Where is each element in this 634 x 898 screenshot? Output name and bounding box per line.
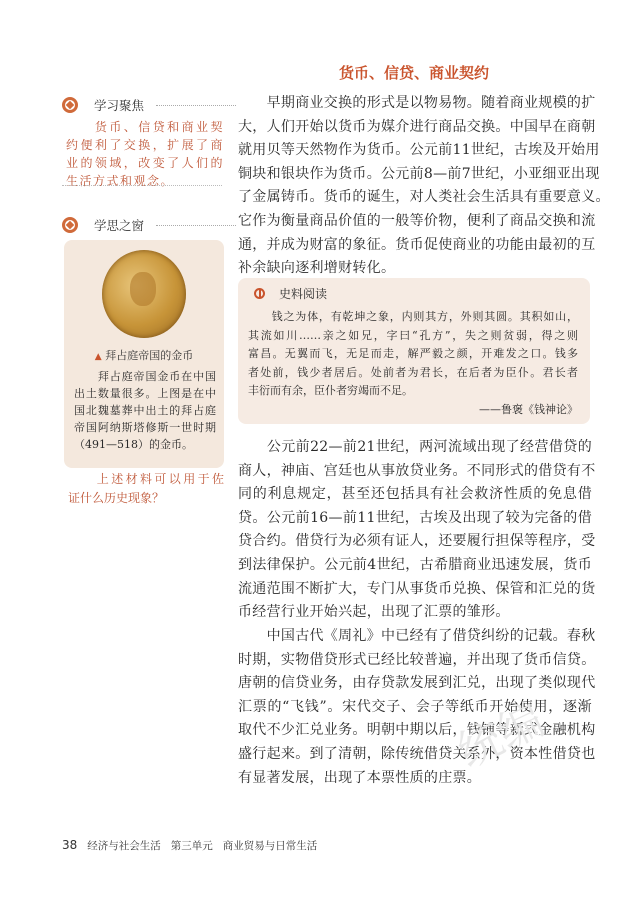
text-line: 了金属铸币。货币的诞生，对人类社会生活具有重要意义。	[238, 189, 610, 206]
text-line: 到法律保护。公元前4世纪，古希腊商业迅速发展，货币	[238, 556, 592, 573]
text-line: 补余缺向逐利增财转化。	[238, 260, 396, 277]
text-line: 大，人们开始以货币为媒介进行商品交换。中国早在商朝	[238, 118, 596, 135]
coin-description	[74, 368, 216, 453]
text-line: 铜块和银块作为货币。公元前8—前7世纪，小亚细亚出现	[238, 165, 600, 182]
text-line: 上述材料可以用于佐	[68, 472, 224, 486]
text-line: 中国古代《周礼》中已经有了借贷纠纷的记载。春秋	[238, 628, 596, 644]
text-line: 出土数量很多。上图是在中	[74, 387, 216, 400]
source-quote	[248, 308, 578, 419]
paragraph-credit-china	[238, 625, 596, 790]
text-line: 贷。公元前16—前11世纪，古埃及出现了较为完备的借	[238, 509, 592, 526]
text-line: 同的利息规定，甚至还包括具有社会救济性质的免息借	[238, 486, 592, 503]
text-line: 证什么历史现象？	[68, 491, 165, 505]
text-line: 钱之为体，有乾坤之象，内则其方，外则其圆。其积如山，	[248, 310, 578, 323]
question	[68, 470, 224, 508]
text-line: 其流如川……亲之如兄，字曰“孔方”，失之则贫弱，得之则	[248, 328, 578, 342]
text-line: 流通范围不断扩大，专门从事货币兑换、保管和汇兑的货	[238, 580, 596, 597]
text-line: 富昌。无翼而飞，无足而走，解严毅之颜，开难发之口。钱多	[248, 347, 578, 360]
text-line: 就用贝等天然物作为货币。公元前11世纪，古埃及开始用	[238, 142, 600, 159]
text-line: 拜占庭帝国金币在中国	[74, 370, 216, 383]
text-line: 生活方式和观念。	[66, 174, 175, 188]
text-line: 币经营行业开始兴起，出现了汇票的雏形。	[238, 604, 510, 621]
text-line: （491—518）的金币。	[74, 438, 193, 451]
quote-source: ——鲁褒《钱神论》	[479, 402, 578, 416]
text-line: 货币、信贷和商业契	[66, 120, 224, 134]
source-reading-box: 史料阅读 钱之为体，有乾坤之象，内则其方，外则其圆。其积如山， 其流如川……亲之如兄，字曰“孔方”，失之则贫弱，得之则 富昌。无翼而飞，无足而走，解严毅之颜，开难发之口。钱多 者处前，钱少者居后。处前者为君长，在后者为臣仆。君长者 丰衍而有余，臣仆者穷竭而不足。 ——鲁褒《钱神论》	[238, 278, 590, 424]
text-line: 丰衍而有余，臣仆者穷竭而不足。	[248, 384, 413, 397]
text-line: 贷合约。借贷行为必须有证人，还要履行担保等程序，受	[238, 533, 596, 550]
window-heading: 学思之窗	[62, 216, 236, 234]
coin-caption: ▲ 拜占庭帝国的金币	[94, 349, 194, 362]
text-line: 早期商业交换的形式是以物易物。随着商业规模的扩	[238, 95, 596, 111]
watermark: 统编	[450, 694, 552, 778]
page-number: 38	[62, 838, 78, 852]
text-line: 业的领域，改变了人们的	[66, 156, 224, 170]
reading-icon	[254, 288, 265, 299]
text-line: 盛行起来。到了清朝，除传统借贷关系外，资本性借贷也	[238, 745, 596, 762]
focus-text	[66, 118, 224, 190]
text-line: 通，并成为财富的象征。货币促使商业的功能由最初的互	[238, 236, 596, 253]
byzantine-coin-image	[102, 250, 186, 338]
page-footer: 38 经济与社会生活 第三单元 商业贸易与日常生活	[62, 838, 318, 852]
focus-icon	[62, 97, 78, 113]
text-line: 时期，实物借贷形式已经比较普遍，并出现了货币信贷。	[238, 651, 596, 668]
text-line: 有显著发展，出现了本票性质的庄票。	[238, 769, 482, 786]
text-line: 公元前22—前21世纪，两河流域出现了经营借贷的	[238, 439, 592, 455]
text-line: 唐朝的信贷业务，由存贷款发展到汇兑，出现了类似现代	[238, 675, 596, 692]
window-icon	[62, 217, 78, 233]
paragraph-money	[238, 92, 610, 281]
focus-heading: 学习聚焦	[62, 96, 236, 114]
paragraph-credit-world	[238, 436, 596, 625]
text-line: 商人，神庙、宫廷也从事放贷业务。不同形式的借贷有不	[238, 462, 596, 479]
text-line: 者处前，钱少者居后。处前者为君长，在后者为臣仆。君长者	[248, 365, 578, 379]
text-line: 它作为衡量商品价值的一般等价物，便利了商品交换和流	[238, 212, 596, 229]
text-line: 国北魏墓葬中出土的拜占庭	[74, 404, 216, 417]
page-title: 货币、信贷、商业契约	[338, 64, 489, 82]
coin-panel	[64, 240, 224, 468]
text-line: 取代不少汇兑业务。明朝中期以后，钱铺等新式金融机构	[238, 722, 596, 739]
text-line: 约便利了交换，扩展了商	[66, 138, 224, 152]
text-line: 帝国阿纳斯塔修斯一世时期	[74, 421, 216, 434]
text-line: 汇票的“飞钱”。宋代交子、会子等纸币开始使用，逐渐	[238, 698, 592, 715]
